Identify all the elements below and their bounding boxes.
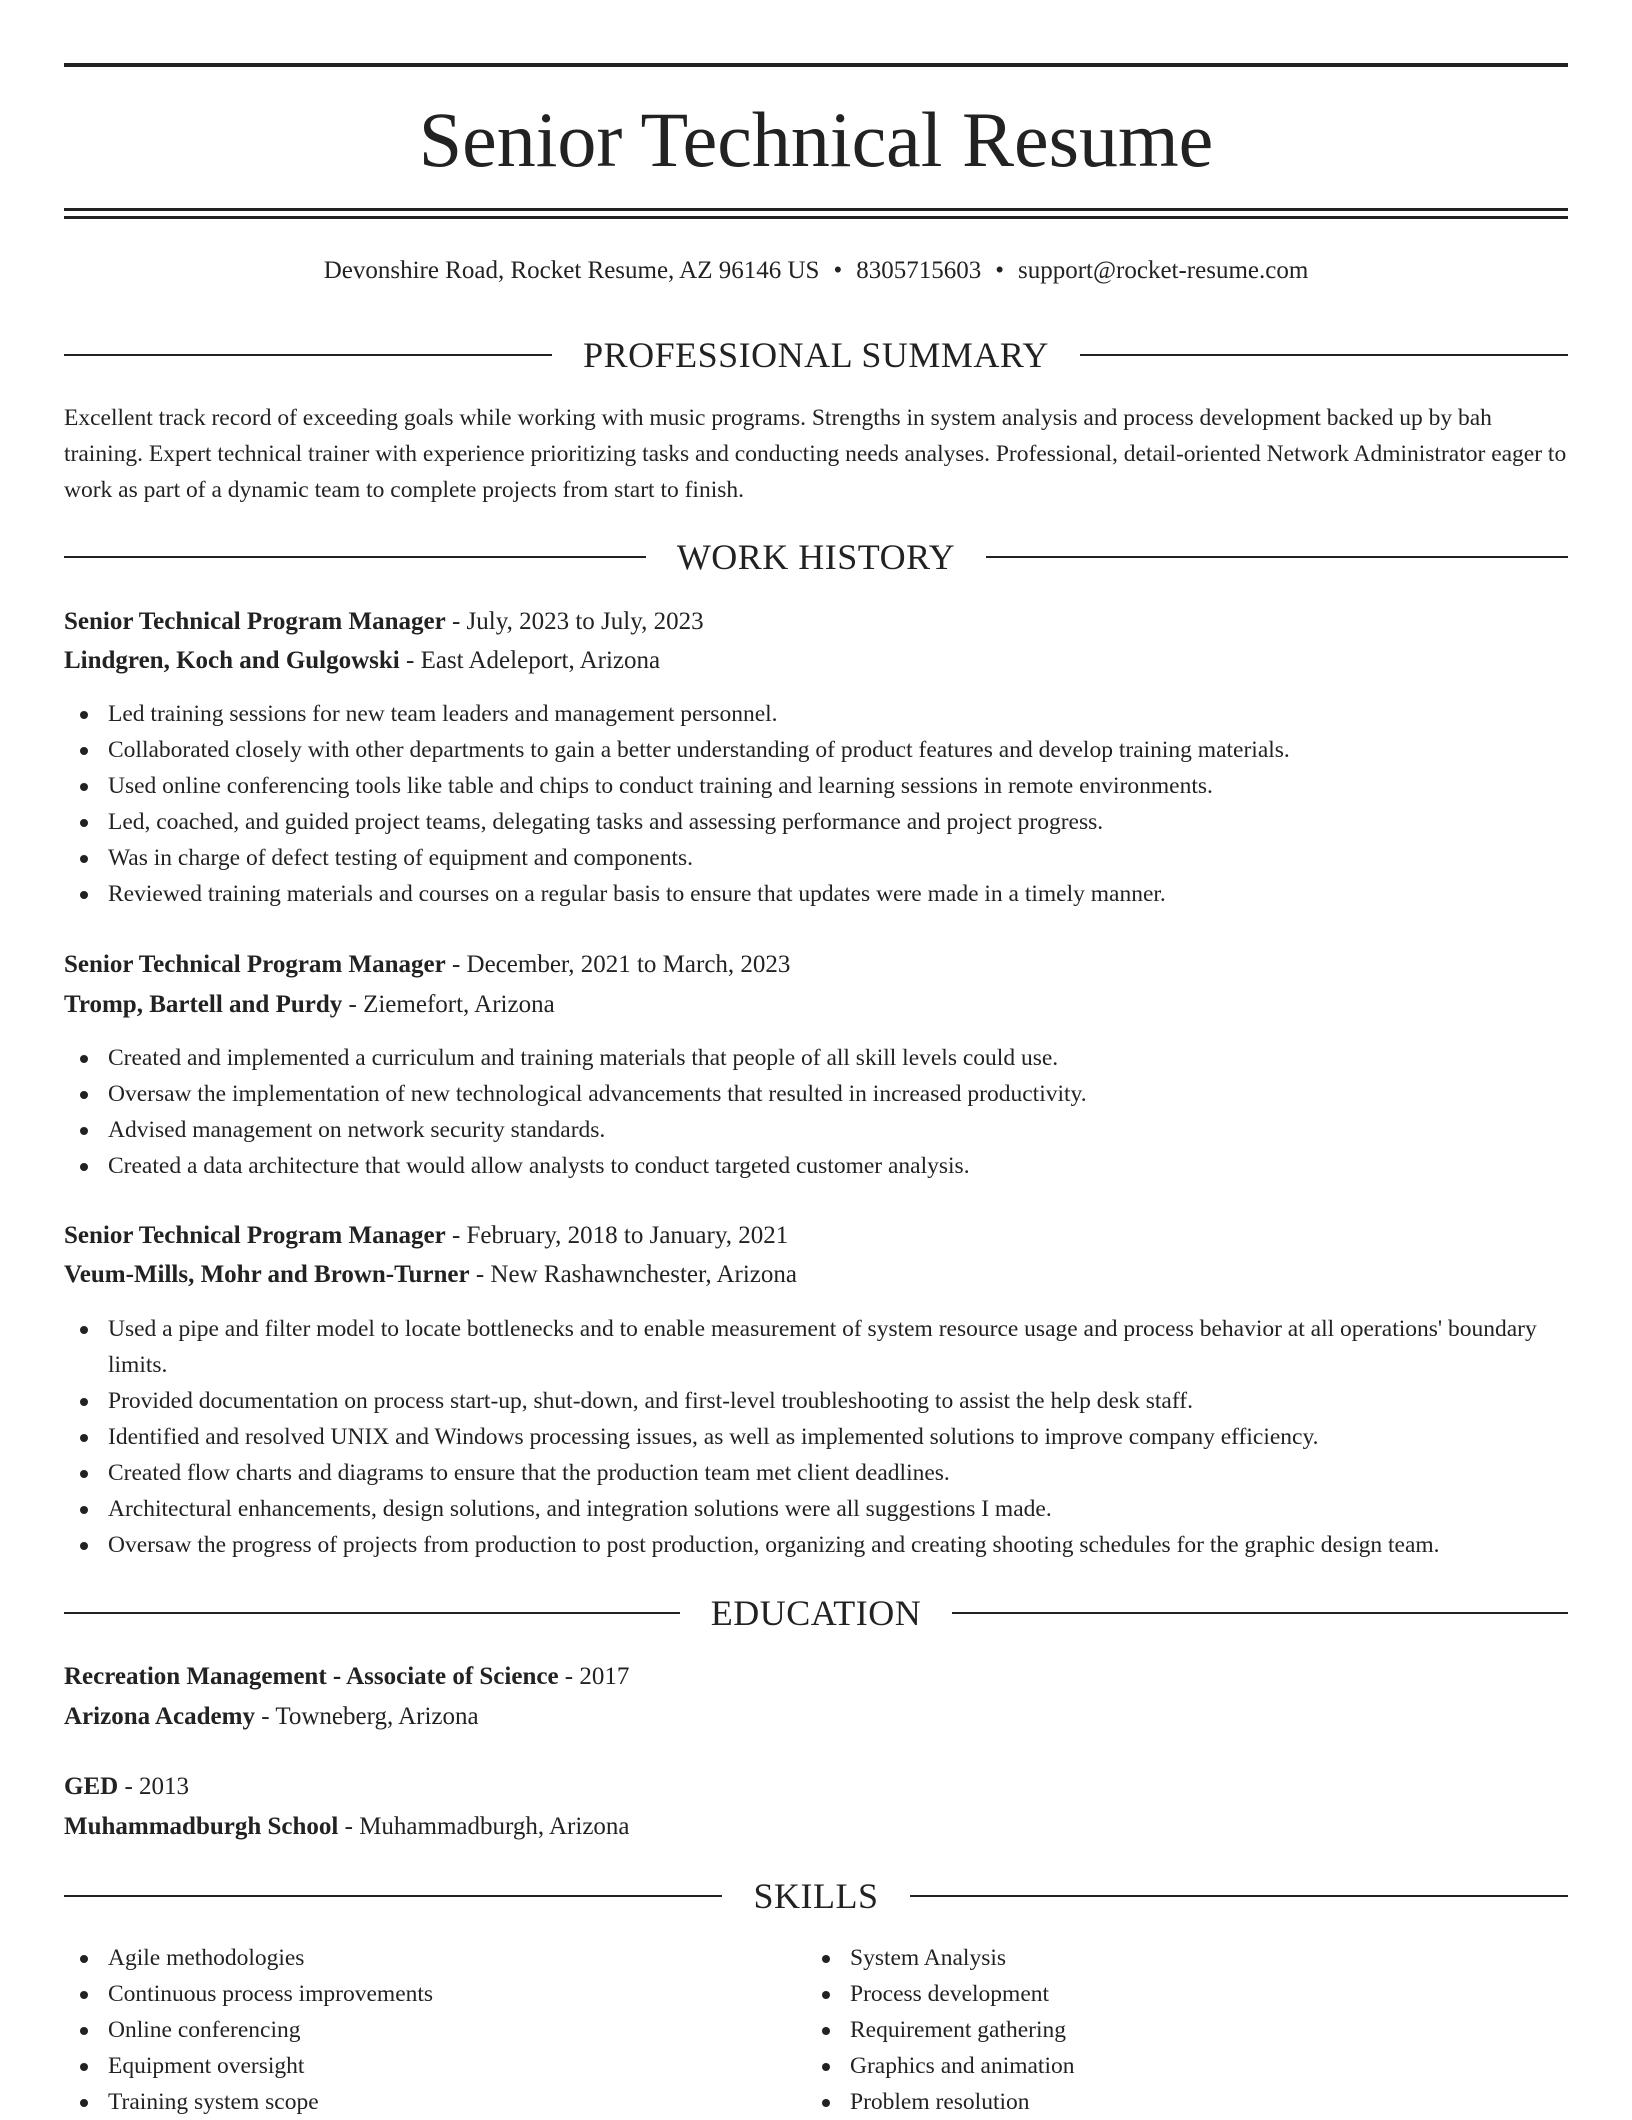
job-company-line [64,988,1568,1022]
section-title-summary: PROFESSIONAL SUMMARY [583,335,1049,375]
job-bullet: Led training sessions for new team leaders and management personnel. [64,696,1568,732]
job-dates: - July, 2023 to July, 2023 [445,608,704,635]
job-bullet: Created a data architecture that would allow analysts to conduct targeted customer analysis. [64,1148,1568,1184]
job-bullets [64,696,1568,912]
education-degree: GED [64,1773,119,1800]
job-location: - New Rashawnchester, Arizona [469,1261,797,1288]
education-school: Arizona Academy [64,1703,255,1730]
job-bullets [64,1040,1568,1184]
education-school-line [64,1700,1568,1734]
resume-title: Senior Technical Resume [418,96,1214,183]
job-bullet: Provided documentation on process start-up, shut-down, and first-level troubleshooting to assist the help desk staff. [64,1383,1568,1419]
skill-item: System Analysis [806,1940,1632,1976]
job-title-line [64,1219,1568,1253]
section-heading-work [64,535,1568,579]
job-bullet: Identified and resolved UNIX and Windows processing issues, as well as implemented solutions to improve company efficiency. [64,1419,1568,1455]
job-title-line [64,605,1568,639]
job-location: - Ziemefort, Arizona [342,991,555,1018]
job-bullet: Architectural enhancements, design solutions, and integration solutions were all suggestions I made. [64,1491,1568,1527]
contact-address: Devonshire Road, Rocket Resume, AZ 96146 US [323,257,820,284]
job-bullet: Reviewed training materials and courses on a regular basis to ensure that updates were made in a timely manner. [64,876,1568,912]
job-title-line [64,948,1568,982]
job-bullet: Led, coached, and guided project teams, delegating tasks and assessing performance and project progress. [64,804,1568,840]
skill-item: Problem resolution [806,2084,1632,2120]
heading-rule-right [952,1612,1568,1614]
education-year: - 2013 [118,1773,190,1800]
heading-rule-right [986,556,1568,558]
summary-text: Excellent track record of exceeding goals while working with music programs. Strengths in system analysis and process development backed up by bah training. Expert technical trainer with experience prioritizing tasks and conducting needs analyses. Professional, detail-oriented Network Administrator eager to work as part of a dynamic team to complete projects from start to finish. [64,405,1567,503]
title-double-rule [64,208,1568,219]
skill-item: Process development [806,1976,1632,2012]
job-bullet: Created and implemented a curriculum and training materials that people of all skill levels could use. [64,1040,1568,1076]
top-rule [64,63,1568,67]
skill-item: Continuous process improvements [64,1976,1568,2012]
skill-item: Online conferencing [64,2012,1568,2048]
section-heading-education [64,1591,1568,1635]
education-degree-line [64,1770,1568,1804]
skill-item: Graphics and animation [806,2048,1632,2084]
education-degree: Recreation Management - Associate of Science [64,1663,559,1690]
contact-separator: • [995,257,1004,284]
job-title: Senior Technical Program Manager [64,951,446,978]
job-location: - East Adeleport, Arizona [399,647,661,674]
job-bullet: Oversaw the implementation of new technological advancements that resulted in increased productivity. [64,1076,1568,1112]
skill-item: Equipment oversight [64,2048,1568,2084]
education-school-line [64,1810,1568,1844]
job-title: Senior Technical Program Manager [64,608,446,635]
job-bullet: Created flow charts and diagrams to ensure that the production team met client deadlines. [64,1455,1568,1491]
section-heading-summary [64,333,1568,377]
section-title-work: WORK HISTORY [676,537,956,577]
skills-list-right [806,1940,1632,2120]
contact-line [64,254,1568,288]
contact-phone: 8305715603 [856,257,982,284]
education-year: - 2017 [558,1663,630,1690]
job-bullet: Collaborated closely with other departments to gain a better understanding of product features and develop training materials. [64,732,1568,768]
job-bullet: Used online conferencing tools like table and chips to conduct training and learning sessions in remote environments. [64,768,1568,804]
job-company: Veum-Mills, Mohr and Brown-Turner [64,1261,470,1288]
education-location: - Muhammadburgh, Arizona [338,1813,630,1840]
job-dates: - February, 2018 to January, 2021 [445,1222,789,1249]
job-bullet: Was in charge of defect testing of equipment and components. [64,840,1568,876]
skill-item: Training system scope [64,2084,1568,2120]
contact-email: support@rocket-resume.com [1018,257,1309,284]
section-title-skills: SKILLS [753,1876,879,1916]
job-dates: - December, 2021 to March, 2023 [445,951,791,978]
education-school: Muhammadburgh School [64,1813,339,1840]
job-company: Tromp, Bartell and Purdy [64,991,343,1018]
job-bullet: Oversaw the progress of projects from production to post production, organizing and creating shooting schedules for the graphic design team. [64,1527,1568,1563]
job-title: Senior Technical Program Manager [64,1222,446,1249]
job-company-line [64,1258,1568,1292]
heading-rule-right [1080,354,1568,356]
heading-rule-right [910,1895,1568,1897]
section-title-education: EDUCATION [710,1593,922,1633]
skill-item: Agile methodologies [64,1940,1568,1976]
job-company: Lindgren, Koch and Gulgowski [64,647,400,674]
job-company-line [64,644,1568,678]
job-bullets [64,1311,1568,1563]
skill-item: Requirement gathering [806,2012,1632,2048]
job-bullet: Used a pipe and filter model to locate bottlenecks and to enable measurement of system resource usage and process behavior at all operations' boundary limits. [64,1311,1568,1383]
education-location: - Towneberg, Arizona [254,1703,479,1730]
section-heading-skills [64,1874,1568,1918]
job-bullet: Advised management on network security standards. [64,1112,1568,1148]
contact-separator: • [833,257,843,284]
education-degree-line [64,1660,1568,1694]
